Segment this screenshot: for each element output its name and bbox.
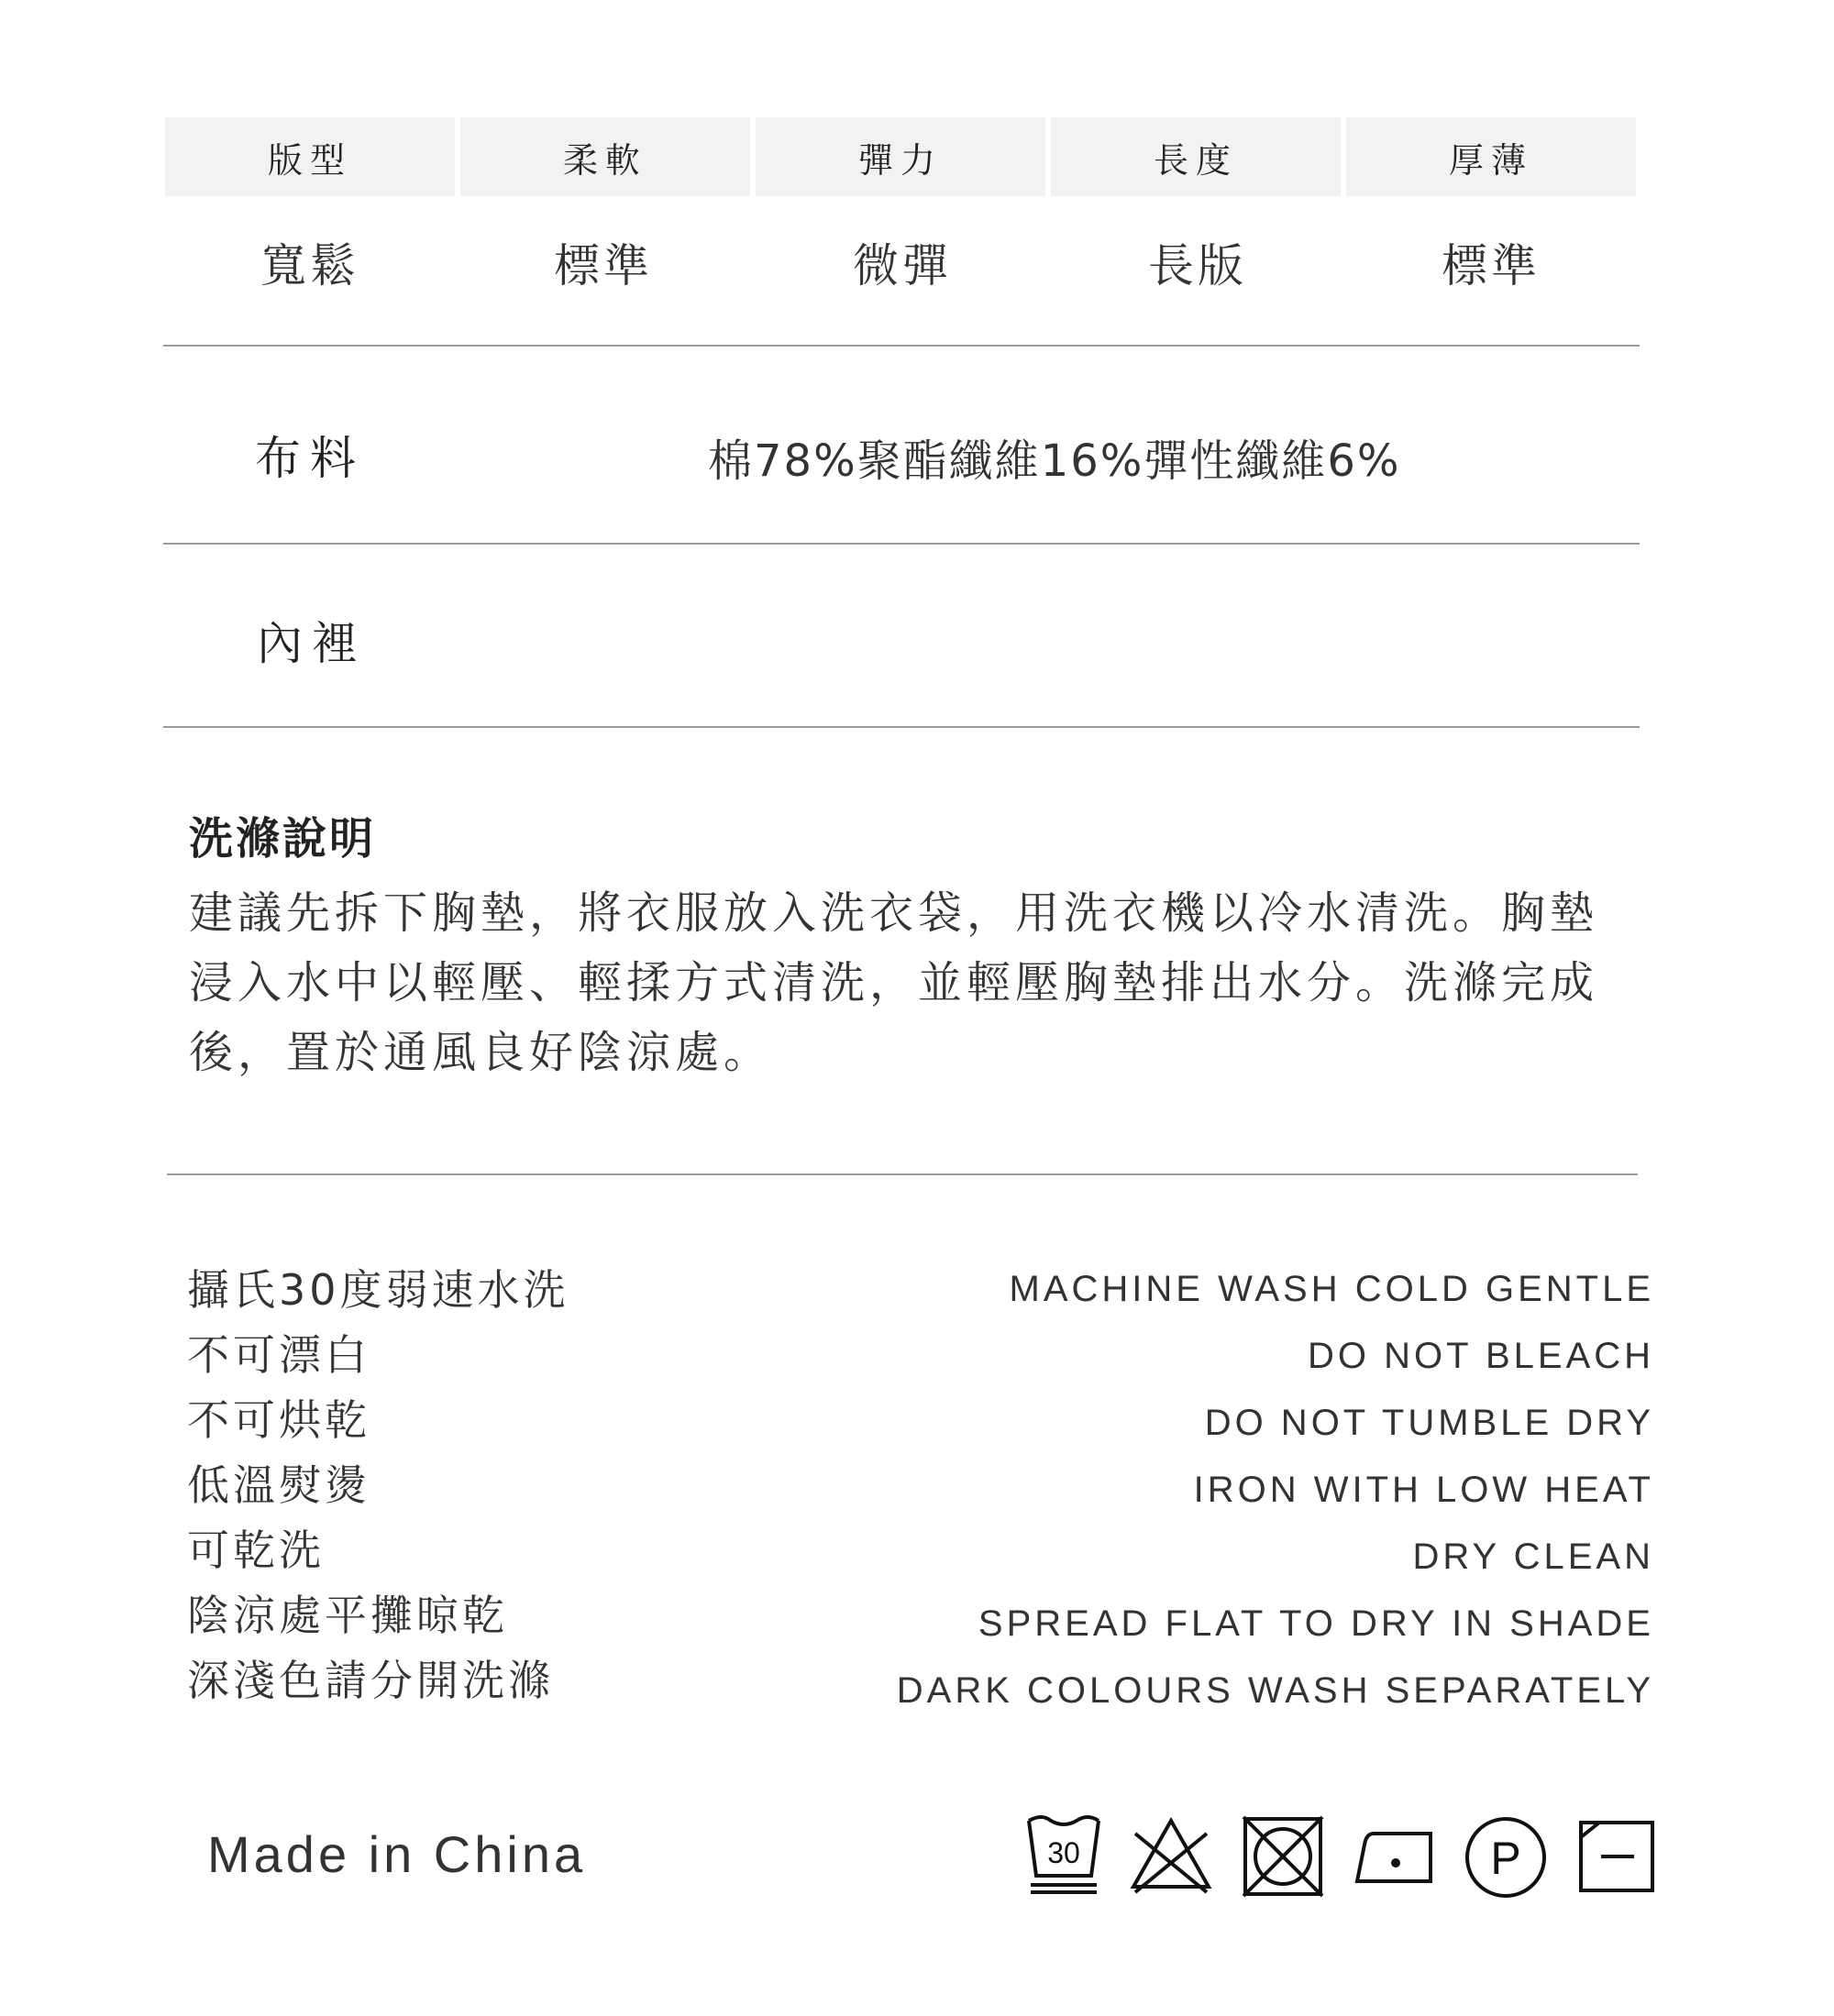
instruction-zh: 不可漂白 [187,1330,370,1380]
attr-value-softness: 標準 [554,239,653,292]
lining-label: 內裡 [257,617,367,670]
instruction-en: MACHINE WASH COLD GENTLE [1009,1269,1654,1309]
attr-header-thickness: 厚薄 [1346,117,1636,196]
attr-header-elasticity: 彈力 [756,117,1045,196]
instruction-zh: 低溫熨燙 [187,1460,370,1510]
care-body: 建議先拆下胸墊，將衣服放入洗衣袋，用洗衣機以冷水清洗。胸墊浸入水中以輕壓、輕揉方式清洗，並輕壓胸墊排出水分。洗滌完成後，置於通風良好陰涼處。 [189,887,1599,1078]
attr-header-fit: 版型 [165,117,455,196]
instruction-en: DARK COLOURS WASH SEPARATELY [896,1670,1654,1711]
instruction-en: DO NOT TUMBLE DRY [1204,1403,1654,1443]
instruction-zh: 不可烘乾 [187,1395,370,1445]
wash-temp-text: 30 [1047,1836,1080,1869]
no-bleach-icon [1126,1813,1216,1896]
dry-clean-letter: P [1490,1833,1521,1884]
attr-value-thickness: 標準 [1442,239,1541,292]
care-title: 洗滌說明 [189,813,377,865]
instructions-en-list [897,1256,1654,1724]
fabric-label: 布料 [255,432,365,485]
instruction-zh: 可乾洗 [187,1526,325,1575]
instruction-en: DO NOT BLEACH [1308,1336,1654,1376]
divider [167,1173,1638,1175]
instruction-en: SPREAD FLAT TO DRY IN SHADE [978,1603,1654,1644]
dry-flat-shade-icon [1575,1813,1658,1896]
instruction-zh: 陰涼處平攤晾乾 [187,1591,508,1640]
instruction-zh: 深淺色請分開洗滌 [187,1656,554,1705]
wash-30-gentle-icon [1023,1813,1104,1896]
attr-header-softness: 柔軟 [460,117,750,196]
origin-label: Made in China [207,1825,587,1883]
instructions-zh-list [187,1258,569,1713]
attr-value-elasticity: 微彈 [853,239,952,292]
instruction-en: IRON WITH LOW HEAT [1193,1470,1654,1510]
fabric-value: 棉78%聚酯纖維16%彈性纖維6% [708,435,1401,487]
divider [163,345,1640,347]
iron-low-icon [1353,1813,1434,1896]
divider [163,543,1640,545]
attr-header-length: 長度 [1051,117,1341,196]
divider [163,726,1640,728]
attr-value-fit: 寬鬆 [260,239,359,292]
attr-value-length: 長版 [1148,239,1247,292]
no-tumble-dry-icon [1240,1813,1326,1900]
instruction-en: DRY CLEAN [1412,1537,1654,1577]
dry-clean-p-icon [1462,1813,1550,1901]
instruction-zh: 攝氏30度弱速水洗 [187,1265,569,1315]
